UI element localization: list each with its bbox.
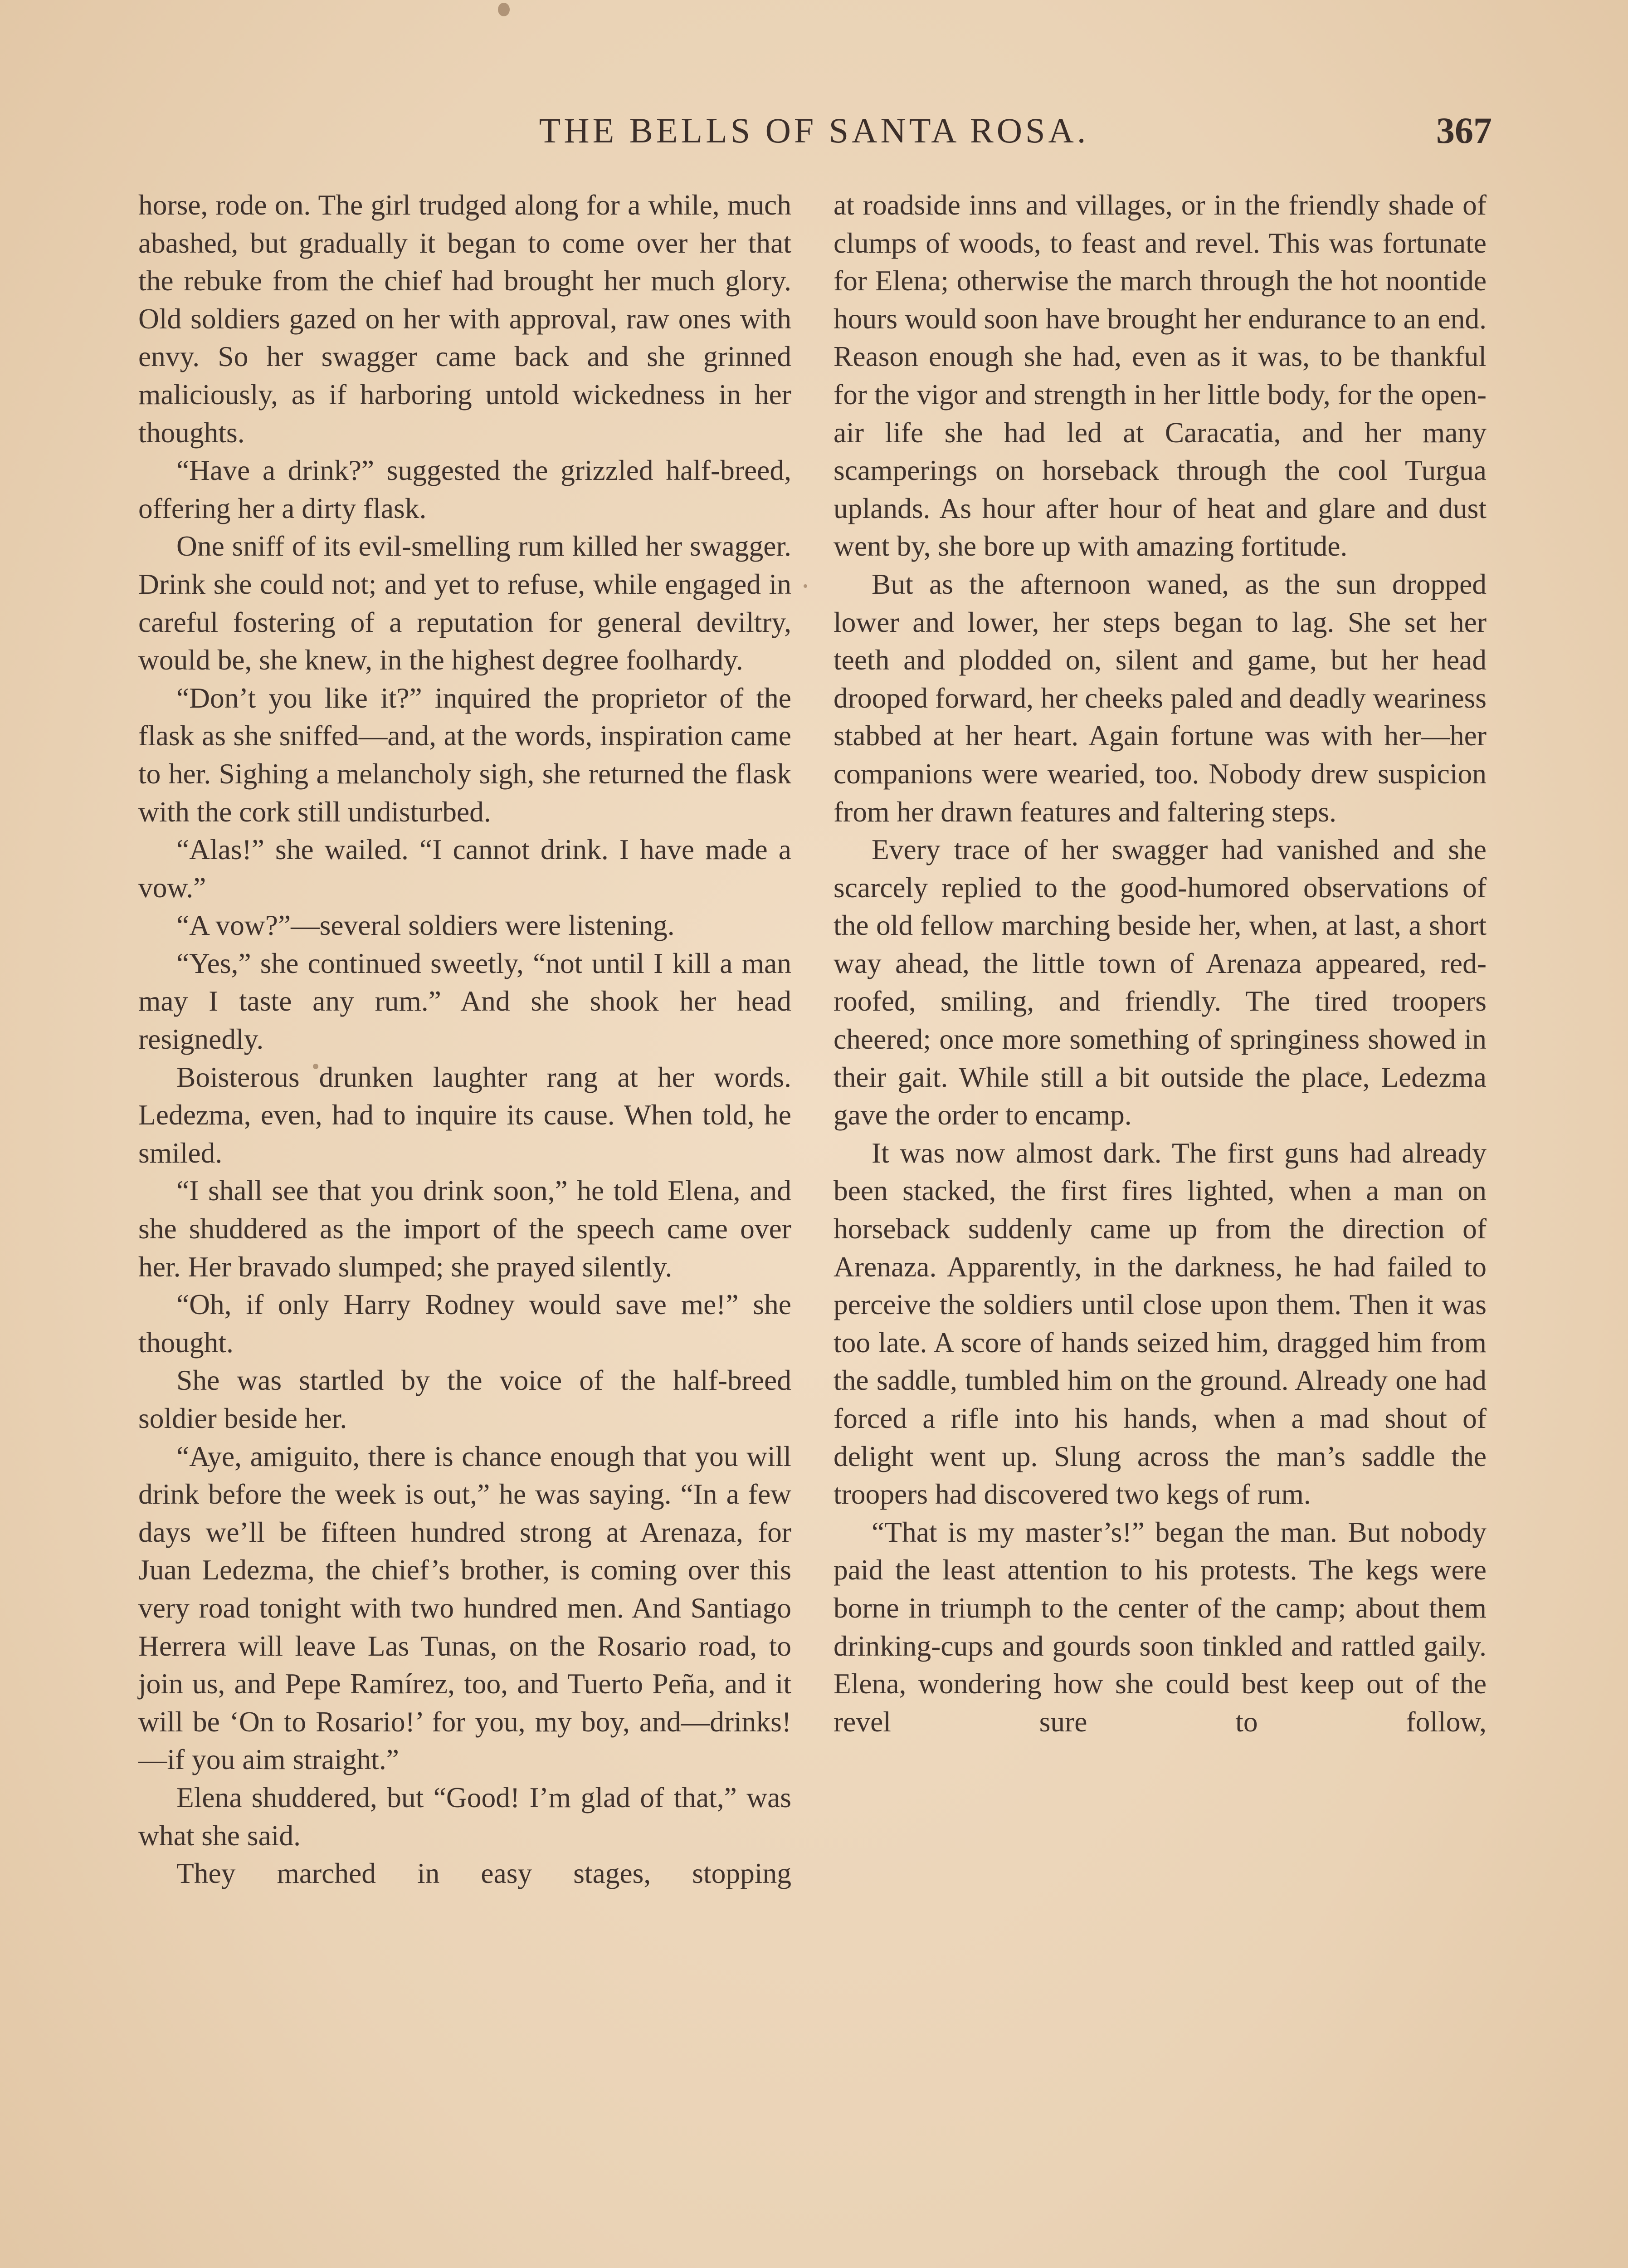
paragraph: “A vow?”—several soldiers were listening. [176,909,675,942]
paragraph: She was startled by the voice of the half-breed soldier beside her. [138,1364,791,1434]
paper-blemish [804,584,807,588]
page-number: 367 [1436,110,1492,151]
running-title: THE BELLS OF SANTA ROSA. [539,111,1089,150]
paragraph: “Aye, amiguito, there is chance enough that you will drink before the week is out,” he was saying. “In a few days we’ll be fifteen hundred strong at Arenaza, for Juan Ledezma, the chief’s brother, is coming over this very road tonight with two hundred men. And Santiago Herrera will leave Las Tunas, on the Rosario road, to join us, and Pepe Ramírez, too, and Tuerto Peña, and it will be ‘On to Rosario!’ for you, my boy, and—drinks!—if you aim straight.” [138,1440,791,1776]
right-text-column [833,186,1487,1740]
paragraph: Elena shuddered, but “Good! I’m glad of that,” was what she said. [138,1781,791,1852]
paragraph: “That is my master’s!” began the man. But nobody paid the least attention to his protests. The kegs were borne in triumph to the center of the camp; about them drinking-cups and gourds soon tinkled and rattled gaily. Elena, wondering how she could best keep out of the revel sure to follow, [833,1515,1487,1738]
paragraph: “Oh, if only Harry Rodney would save me!” she thought. [138,1288,791,1359]
left-text-column [138,186,791,1892]
paragraph: Every trace of her swagger had vanished and she scarcely replied to the good-humored observations of the old fellow marching beside her, when, at last, a short way ahead, the little town of Arenaza appeared, red-roofed, smiling, and friendly. The tired troopers cheered; once more something of springiness showed in their gait. While still a bit outside the place, Ledezma gave the order to encamp. [833,833,1487,1131]
paragraph: “I shall see that you drink soon,” he told Elena, and she shuddered as the import of the speech came over her. Her bravado slumped; she prayed silently. [138,1174,791,1283]
paragraph: “Have a drink?” suggested the grizzled half-breed, offering her a dirty flask. [138,454,791,524]
paragraph: But as the afternoon waned, as the sun dropped lower and lower, her steps began to lag. She set her teeth and plodded on, silent and game, but her head drooped forward, her cheeks paled and deadly weariness stabbed at her heart. Again fortune was with her—her companions were wearied, too. Nobody drew suspicion from her drawn features and faltering steps. [833,567,1487,828]
paragraph: “Alas!” she wailed. “I cannot drink. I have made a vow.” [138,833,791,904]
paper-blemish [498,3,510,16]
running-head [136,108,1492,158]
paragraph: horse, rode on. The girl trudged along for a while, much abashed, but gradually it began to come over her that the rebuke from the chief had brought her much glory. Old soldiers gazed on her with approval, raw ones with envy. So her swagger came back and she grinned maliciously, as if harboring untold wickedness in her thoughts. [138,189,791,449]
paragraph: It was now almost dark. The first guns had already been stacked, the first fires lighted, when a man on horseback suddenly came up from the direction of Arenaza. Apparently, in the darkness, he had failed to perceive the soldiers until close upon them. Then it was too late. A score of hands seized him, dragged him from the saddle, tumbled him on the ground. Already one had forced a rifle into his hands, when a mad shout of delight went up. Slung across the man’s saddle the troopers had discovered two kegs of rum. [833,1136,1487,1510]
paragraph: “Yes,” she continued sweetly, “not until I kill a man may I taste any rum.” And she shook her head resignedly. [138,947,791,1056]
paragraph: “Don’t you like it?” inquired the proprietor of the flask as she sniffed—and, at the words, inspiration came to her. Sighing a melancholy sigh, she returned the flask with the cork still undisturbed. [138,681,791,828]
paragraph: One sniff of its evil-smelling rum killed her swagger. Drink she could not; and yet to refuse, while engaged in careful fostering of a reputation for general deviltry, would be, she knew, in the highest degree foolhardy. [138,530,791,676]
paragraph: at roadside inns and villages, or in the friendly shade of clumps of woods, to feast and revel. This was fortunate for Elena; otherwise the march through the hot noontide hours would soon have brought her endurance to an end. Reason enough she had, even as it was, to be thankful for the vigor and strength in her little body, for the open-air life she had led at Caracatia, and her many scamperings on horseback through the cool Turgua uplands. As hour after hour of heat and glare and dust went by, she bore up with amazing fortitude. [833,189,1487,562]
paragraph: They marched in easy stages, stopping [176,1857,791,1890]
paragraph: Boisterous drunken laughter rang at her words. Ledezma, even, had to inquire its cause. When told, he smiled. [138,1061,791,1169]
